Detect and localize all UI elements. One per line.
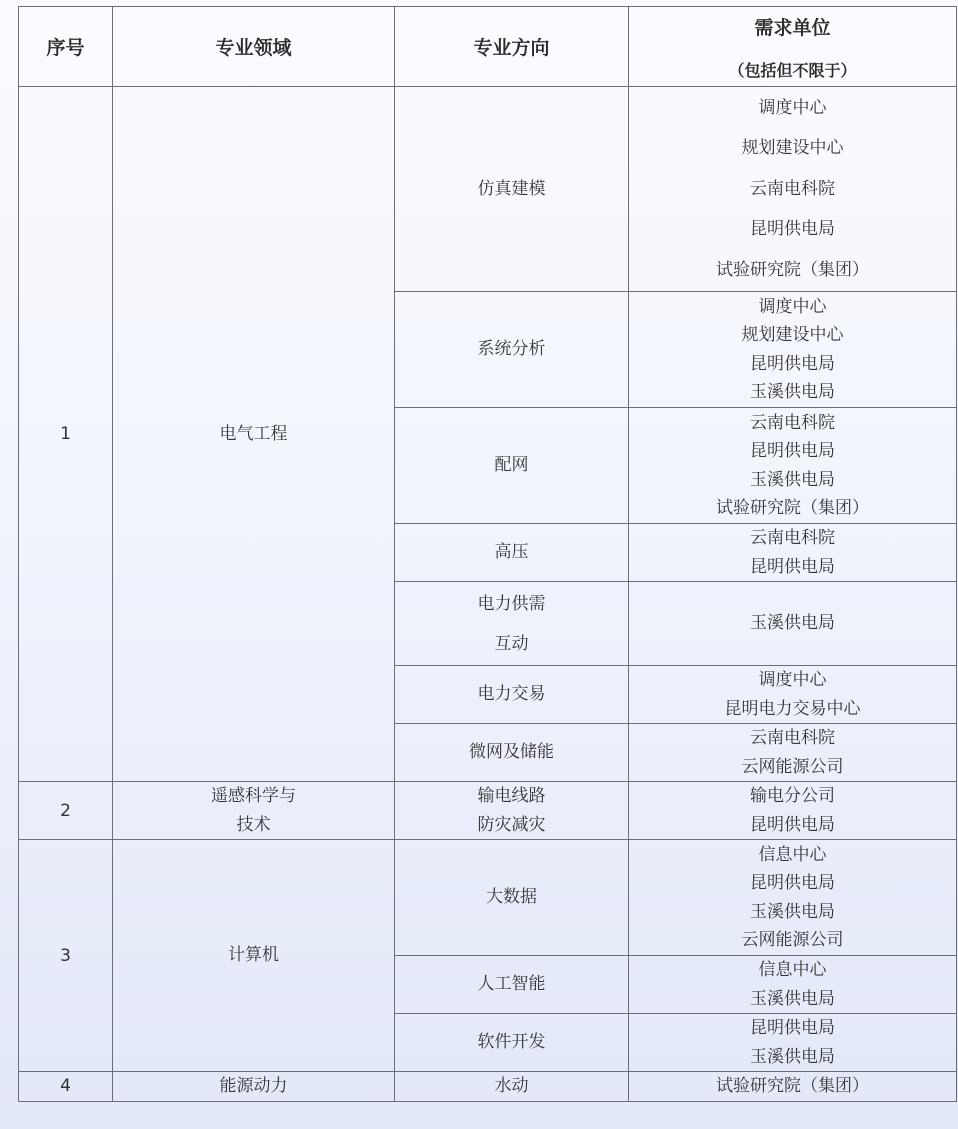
unit-item: 玉溪供电局 (750, 613, 835, 634)
unit-item: 云南电科院 (750, 528, 835, 548)
cell-direction (395, 292, 629, 408)
cell-field (113, 782, 395, 840)
direction-line: 电力供需 (477, 593, 546, 614)
cell-field (113, 1072, 395, 1102)
cell-units (629, 292, 957, 408)
direction-line: 输电线路 (477, 786, 546, 806)
cell-field (113, 87, 395, 782)
unit-item: 昆明供电局 (750, 353, 835, 374)
unit-item: 试验研究院（集团） (716, 1076, 869, 1096)
unit-item: 昆明供电局 (750, 556, 835, 577)
cell-direction (395, 582, 629, 666)
direction-line: 人工智能 (477, 974, 546, 995)
direction-line: 仿真建模 (477, 178, 546, 199)
cell-units (629, 666, 957, 724)
unit-item: 昆明供电局 (750, 1018, 835, 1038)
unit-item: 云网能源公司 (741, 756, 844, 777)
header-units-subtitle: （包括但不限于） (728, 60, 857, 80)
cell-index: 1 (19, 87, 113, 782)
direction-line: 高压 (494, 542, 529, 563)
unit-item: 玉溪供电局 (750, 988, 835, 1009)
direction-line: 微网及储能 (469, 742, 554, 763)
direction-line: 防灾减灾 (477, 814, 546, 835)
unit-item: 昆明电力交易中心 (724, 698, 861, 719)
unit-item: 信息中心 (758, 960, 827, 980)
unit-item: 云网能源公司 (741, 930, 844, 950)
unit-item: 规划建设中心 (741, 325, 844, 345)
table-row (19, 1072, 957, 1102)
direction-line: 配网 (494, 455, 529, 476)
cell-direction (395, 1072, 629, 1102)
unit-item: 云南电科院 (750, 728, 835, 748)
cell-units (629, 87, 957, 292)
cell-units (629, 1014, 957, 1072)
direction-line: 系统分析 (477, 339, 546, 360)
cell-units (629, 408, 957, 524)
direction-line: 电力交易 (477, 684, 546, 705)
cell-direction (395, 524, 629, 582)
unit-item: 信息中心 (758, 844, 827, 865)
unit-item: 玉溪供电局 (750, 901, 835, 922)
cell-direction (395, 1014, 629, 1072)
cell-direction (395, 840, 629, 956)
header-index: 序号 (19, 7, 113, 87)
cell-field (113, 840, 395, 1072)
table-row (19, 782, 957, 840)
header-units (629, 7, 957, 87)
cell-direction (395, 956, 629, 1014)
cell-units (629, 1072, 957, 1102)
field-line: 技术 (236, 814, 271, 835)
cell-units (629, 840, 957, 956)
direction-line: 互动 (494, 633, 529, 654)
unit-item: 调度中心 (758, 296, 827, 317)
unit-item: 昆明供电局 (750, 873, 835, 893)
field-line: 能源动力 (219, 1076, 288, 1096)
unit-item: 玉溪供电局 (750, 469, 835, 490)
unit-item: 昆明供电局 (750, 219, 835, 240)
unit-item: 云南电科院 (750, 412, 835, 433)
unit-item: 规划建设中心 (741, 138, 844, 159)
header-row (19, 7, 957, 87)
unit-item: 昆明供电局 (750, 814, 835, 835)
cell-index: 4 (19, 1072, 113, 1102)
unit-item: 玉溪供电局 (750, 1046, 835, 1067)
direction-line: 大数据 (486, 887, 537, 908)
header-units-title: 需求单位 (754, 16, 831, 39)
cell-direction (395, 87, 629, 292)
cell-direction (395, 408, 629, 524)
table-row (19, 87, 957, 292)
unit-item: 试验研究院（集团） (716, 259, 869, 280)
header-direction: 专业方向 (395, 7, 629, 87)
unit-item: 试验研究院（集团） (716, 498, 869, 518)
direction-line: 软件开发 (477, 1032, 546, 1053)
direction-line: 水动 (494, 1076, 529, 1096)
cell-units (629, 956, 957, 1014)
cell-units (629, 782, 957, 840)
cell-units (629, 524, 957, 582)
unit-item: 输电分公司 (750, 786, 835, 806)
header-field: 专业领域 (113, 7, 395, 87)
cell-direction (395, 782, 629, 840)
field-line: 电气工程 (219, 423, 288, 444)
cell-direction (395, 724, 629, 782)
field-line: 计算机 (228, 945, 279, 966)
cell-direction (395, 666, 629, 724)
table-body (19, 87, 957, 1102)
unit-item: 调度中心 (758, 670, 827, 690)
unit-item: 昆明供电局 (750, 441, 835, 461)
cell-units (629, 582, 957, 666)
field-line: 遥感科学与 (211, 786, 296, 806)
unit-item: 玉溪供电局 (750, 382, 835, 402)
unit-item: 调度中心 (758, 97, 827, 118)
unit-item: 云南电科院 (750, 178, 835, 199)
cell-index: 2 (19, 782, 113, 840)
talent-demand-table (18, 6, 957, 1102)
cell-index: 3 (19, 840, 113, 1072)
cell-units (629, 724, 957, 782)
table-row (19, 840, 957, 956)
